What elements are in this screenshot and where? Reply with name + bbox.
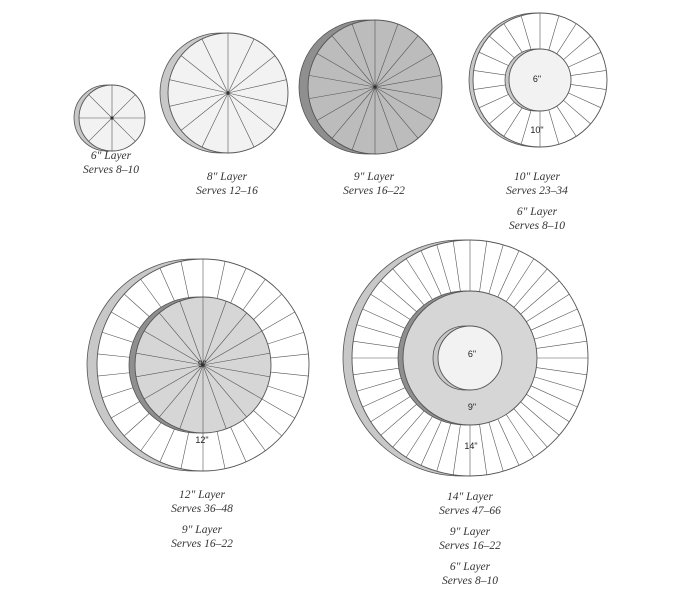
cake-10-caption	[506, 170, 568, 233]
layer-name: 9" Layer	[449, 526, 491, 538]
layer-6-inch	[74, 85, 145, 151]
cake-14-illustration	[343, 240, 588, 476]
serves-count: Serves 23–34	[506, 185, 568, 197]
serves-count: Serves 8–10	[509, 220, 565, 232]
cake-10-illustration	[469, 13, 607, 147]
layer-size-label: 6"	[532, 74, 542, 84]
center-point	[373, 85, 376, 88]
cake-9-illustration	[299, 20, 442, 154]
layer-name: 14" Layer	[446, 491, 494, 503]
layer-name: 9" Layer	[353, 171, 395, 183]
layer-name: 12" Layer	[178, 489, 226, 501]
cake-12-caption	[171, 488, 233, 551]
center-point	[110, 116, 113, 119]
serves-count: Serves 12–16	[196, 185, 258, 197]
layer-size-label: 12"	[195, 435, 209, 445]
layer-name: 8" Layer	[206, 171, 248, 183]
layer-9-inch	[299, 20, 442, 154]
layer-8-inch	[160, 33, 288, 153]
layer-size-label: 14"	[464, 441, 478, 451]
cake-14-caption	[439, 490, 501, 588]
cake-9-caption	[343, 170, 405, 198]
layer-name: 10" Layer	[513, 171, 561, 183]
layer-size-label: 9"	[197, 359, 207, 369]
layer-name: 9" Layer	[181, 524, 223, 536]
serves-count: Serves 8–10	[442, 575, 498, 587]
cake-8-caption	[196, 170, 258, 198]
serves-count: Serves 16–22	[171, 538, 233, 550]
serves-count: Serves 16–22	[343, 185, 405, 197]
serves-count: Serves 47–66	[439, 505, 501, 517]
layer-name: 6" Layer	[90, 150, 132, 162]
layer-size-label: 6"	[467, 349, 477, 359]
cake-6-caption	[83, 149, 139, 177]
serves-count: Serves 16–22	[439, 540, 501, 552]
serves-count: Serves 36–48	[171, 503, 233, 515]
cake-12-illustration	[87, 259, 309, 471]
layer-name: 6" Layer	[516, 206, 558, 218]
layer-size-label: 9"	[467, 402, 477, 412]
serves-count: Serves 8–10	[83, 164, 139, 176]
layer-size-label: 10"	[530, 125, 544, 135]
cake-8-illustration	[160, 33, 288, 153]
cake-6-illustration	[74, 85, 145, 151]
center-point	[226, 91, 229, 94]
layer-name: 6" Layer	[449, 561, 491, 573]
